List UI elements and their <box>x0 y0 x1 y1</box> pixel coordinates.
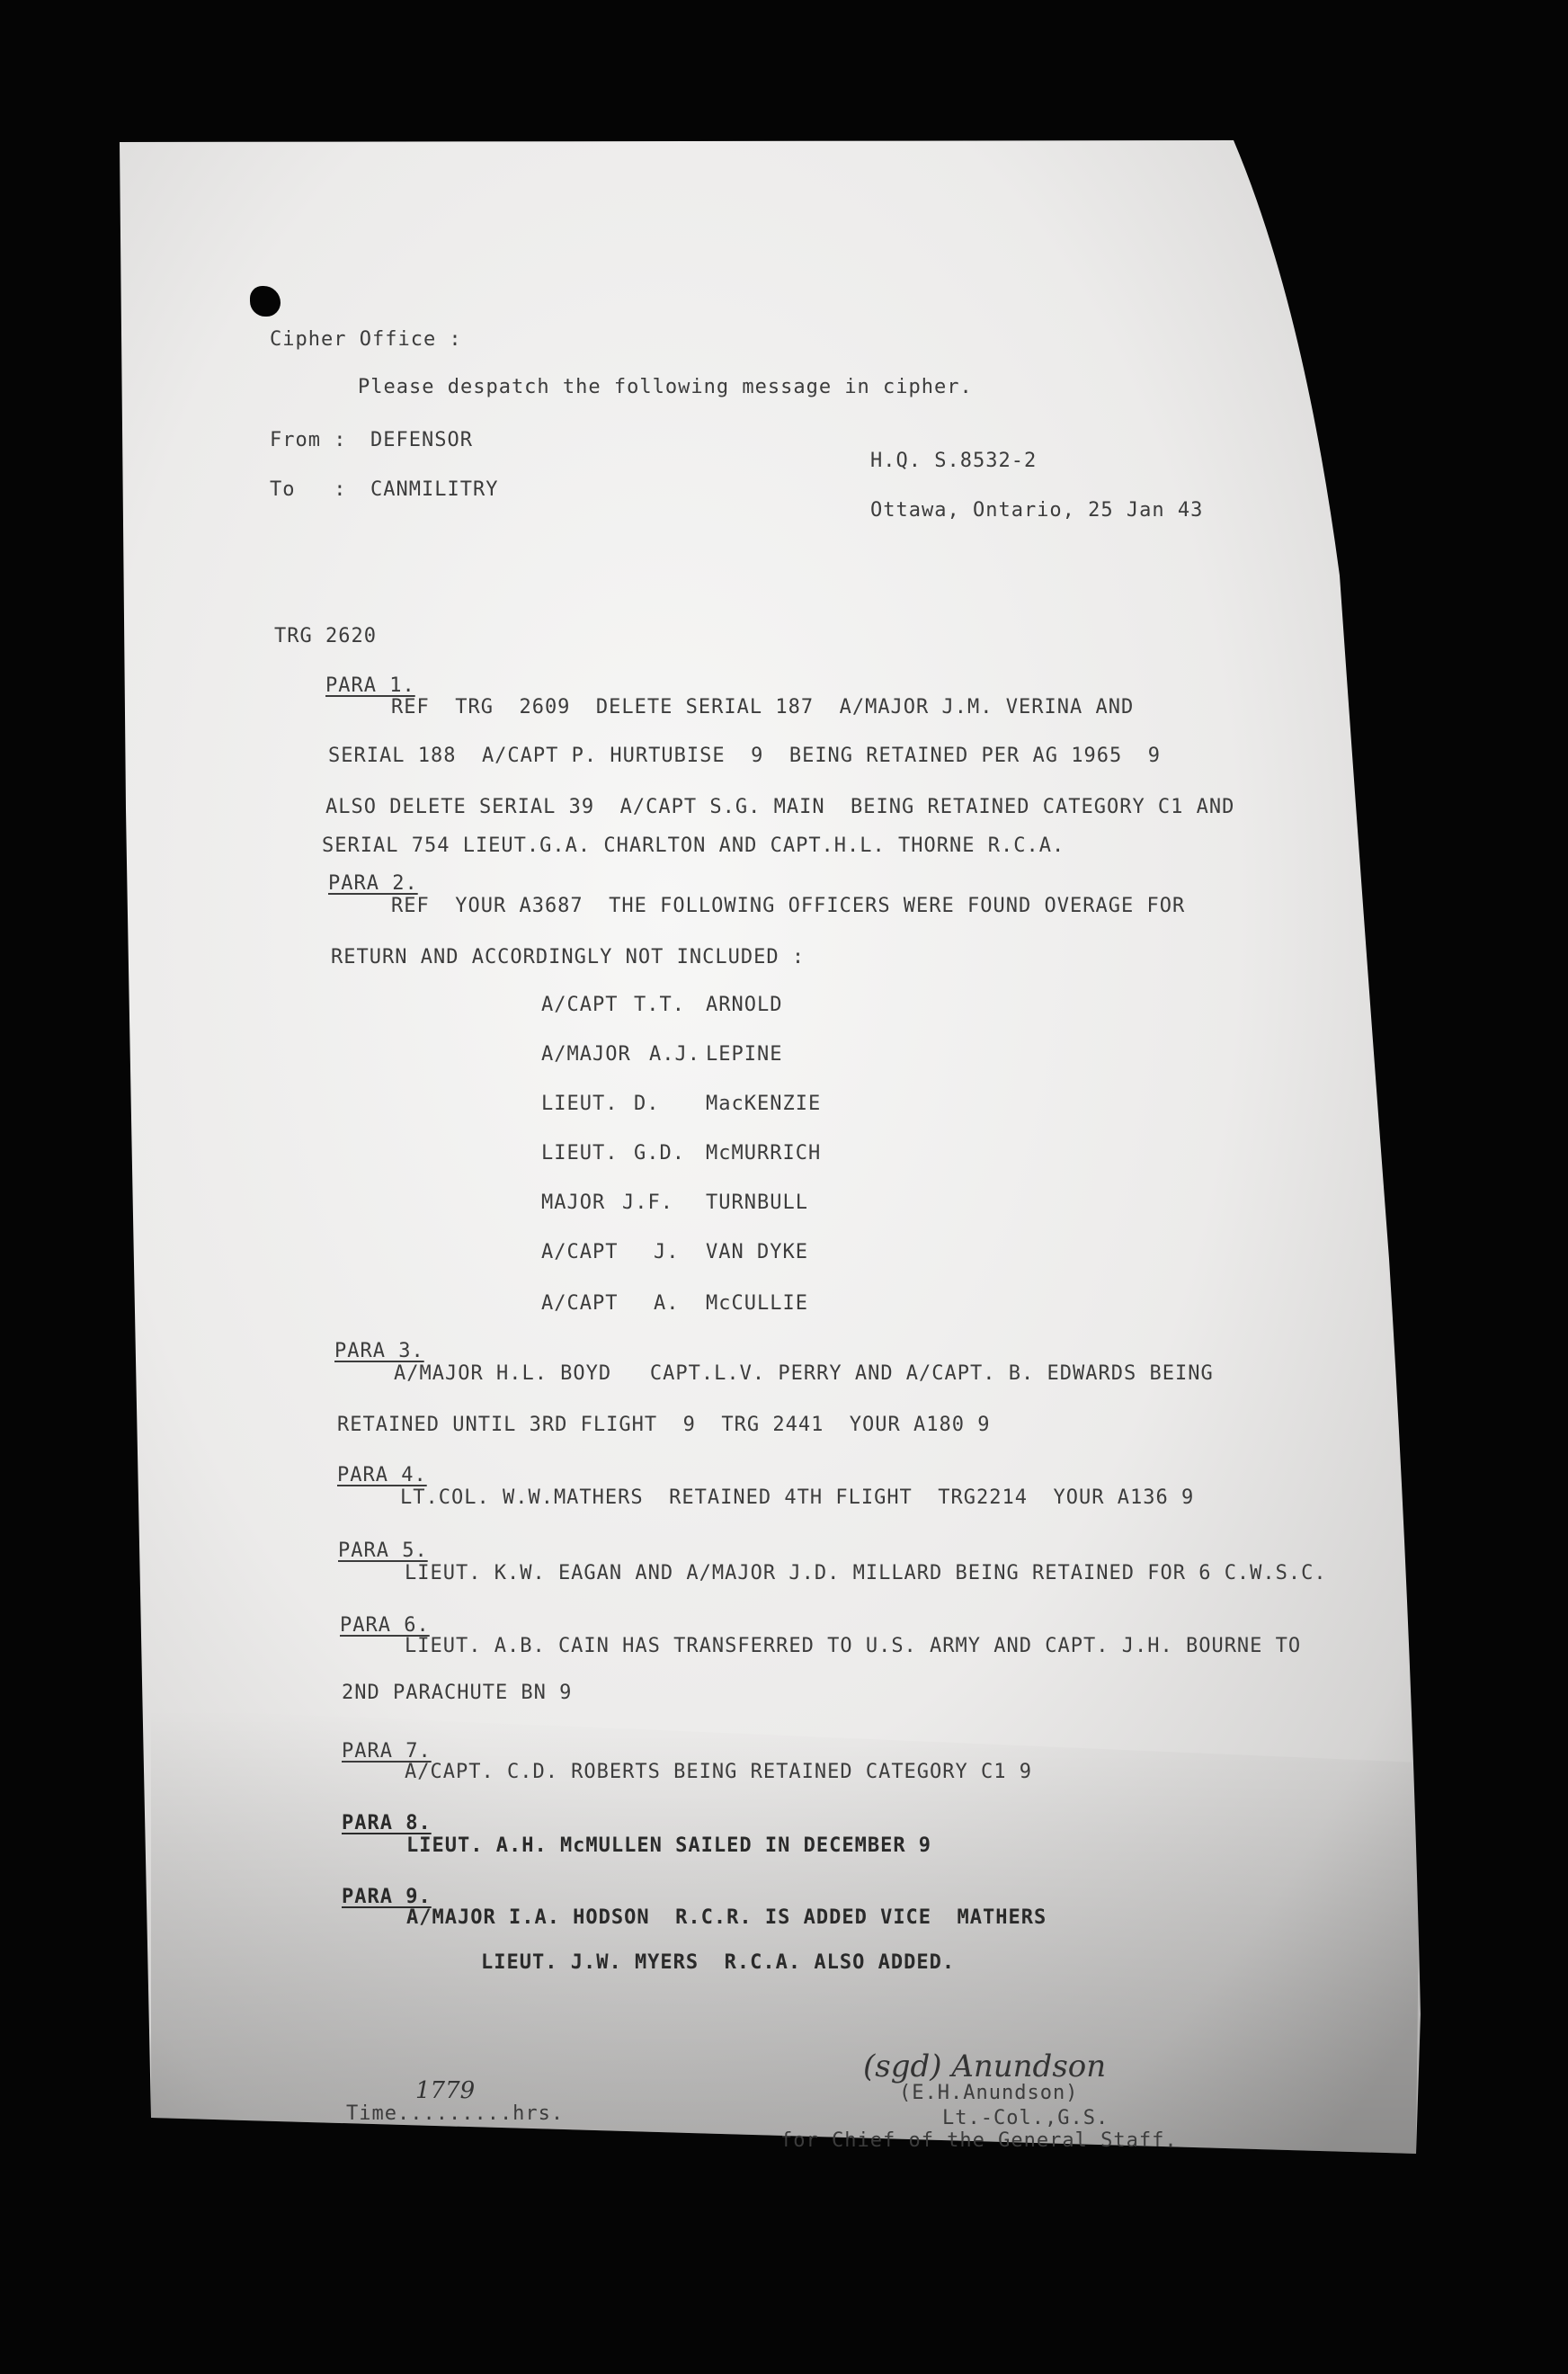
officer-6-surname: VAN DYKE <box>706 1241 808 1263</box>
to-label: To : <box>270 478 347 501</box>
para-1-line-2: SERIAL 188 A/CAPT P. HURTUBISE 9 BEING RETAINED PER AG 1965 9 <box>328 745 1161 767</box>
officer-3-surname: MacKENZIE <box>706 1093 822 1115</box>
time-label: Time.........hrs. <box>346 2102 565 2125</box>
para-1-line-1: REF TRG 2609 DELETE SERIAL 187 A/MAJOR J.M. VERINA AND <box>391 696 1135 718</box>
officer-4-surname: McMURRICH <box>706 1142 822 1165</box>
para-3-line-2: RETAINED UNTIL 3RD FLIGHT 9 TRG 2441 YOUR A180 9 <box>337 1414 991 1436</box>
para-7-label: PARA 7. <box>342 1740 432 1763</box>
cipher-office-heading: Cipher Office : <box>270 328 462 351</box>
dispatch-instruction: Please despatch the following message in cipher. <box>358 376 973 398</box>
para-9-label: PARA 9. <box>342 1886 432 1908</box>
para-5-line-1: LIEUT. K.W. EAGAN AND A/MAJOR J.D. MILLARD BEING RETAINED FOR 6 C.W.S.C. <box>405 1562 1327 1584</box>
para-1-label: PARA 1. <box>325 674 415 697</box>
place-date: Ottawa, Ontario, 25 Jan 43 <box>870 499 1204 522</box>
officer-1-surname: ARNOLD <box>706 994 783 1016</box>
officer-2-rank: A/MAJOR <box>541 1043 631 1066</box>
officer-2-initials: A.J. <box>649 1043 700 1066</box>
para-9-line-2: LIEUT. J.W. MYERS R.C.A. ALSO ADDED. <box>481 1951 956 1974</box>
para-1-line-4: SERIAL 754 LIEUT.G.A. CHARLTON AND CAPT.H.L. THORNE R.C.A. <box>322 834 1065 857</box>
officer-3-rank: LIEUT. <box>541 1093 619 1115</box>
para-7-line-1: A/CAPT. C.D. ROBERTS BEING RETAINED CATEGORY C1 9 <box>405 1761 1033 1783</box>
para-6-label: PARA 6. <box>340 1614 430 1637</box>
para-2-line-2: RETURN AND ACCORDINGLY NOT INCLUDED : <box>331 946 806 968</box>
para-6-line-1: LIEUT. A.B. CAIN HAS TRANSFERRED TO U.S. ARMY AND CAPT. J.H. BOURNE TO <box>405 1635 1302 1657</box>
officer-4-rank: LIEUT. <box>541 1142 619 1165</box>
officer-5-rank: MAJOR <box>541 1191 606 1214</box>
para-3-label: PARA 3. <box>334 1340 424 1362</box>
officer-6-initials: J. <box>654 1241 680 1263</box>
officer-1-initials: T.T. <box>634 994 685 1016</box>
officer-3-initials: D. <box>634 1093 660 1115</box>
officer-7-initials: A. <box>654 1292 680 1315</box>
hq-reference: H.Q. S.8532-2 <box>870 450 1038 472</box>
officer-5-initials: J.F. <box>622 1191 673 1214</box>
officer-5-surname: TURNBULL <box>706 1191 808 1214</box>
signature: (sgd) Anundson <box>863 2048 1107 2084</box>
para-2-line-1: REF YOUR A3687 THE FOLLOWING OFFICERS WERE FOUND OVERAGE FOR <box>391 895 1186 917</box>
para-4-label: PARA 4. <box>337 1464 427 1486</box>
para-2-label: PARA 2. <box>328 872 418 895</box>
para-8-label: PARA 8. <box>342 1812 432 1834</box>
from-value: DEFENSOR <box>370 429 473 451</box>
para-5-label: PARA 5. <box>338 1540 428 1562</box>
officer-7-rank: A/CAPT <box>541 1292 619 1315</box>
time-value-handwritten: 1779 <box>415 2077 476 2104</box>
para-8-line-1: LIEUT. A.H. McMULLEN SAILED IN DECEMBER 9 <box>406 1834 932 1857</box>
signatory-rank: Lt.-Col.,G.S. <box>942 2107 1109 2129</box>
to-value: CANMILITRY <box>370 478 499 501</box>
officer-1-rank: A/CAPT <box>541 994 619 1016</box>
officer-4-initials: G.D. <box>634 1142 685 1165</box>
punch-hole-mark <box>250 286 281 317</box>
message-reference: TRG 2620 <box>274 625 377 647</box>
para-9-line-1: A/MAJOR I.A. HODSON R.C.R. IS ADDED VICE MATHERS <box>406 1906 1047 1929</box>
signatory-for-line: for Chief of the General Staff. <box>780 2129 1178 2152</box>
para-1-line-3: ALSO DELETE SERIAL 39 A/CAPT S.G. MAIN BEING RETAINED CATEGORY C1 AND <box>325 796 1235 818</box>
signatory-name: (E.H.Anundson) <box>899 2082 1079 2104</box>
from-label: From : <box>270 429 347 451</box>
officer-6-rank: A/CAPT <box>541 1241 619 1263</box>
para-3-line-1: A/MAJOR H.L. BOYD CAPT.L.V. PERRY AND A/CAPT. B. EDWARDS BEING <box>394 1362 1214 1385</box>
para-4-line-1: LT.COL. W.W.MATHERS RETAINED 4TH FLIGHT TRG2214 YOUR A136 9 <box>400 1486 1195 1509</box>
officer-2-surname: LEPINE <box>706 1043 783 1066</box>
officer-7-surname: McCULLIE <box>706 1292 808 1315</box>
para-6-line-2: 2ND PARACHUTE BN 9 <box>342 1682 573 1704</box>
